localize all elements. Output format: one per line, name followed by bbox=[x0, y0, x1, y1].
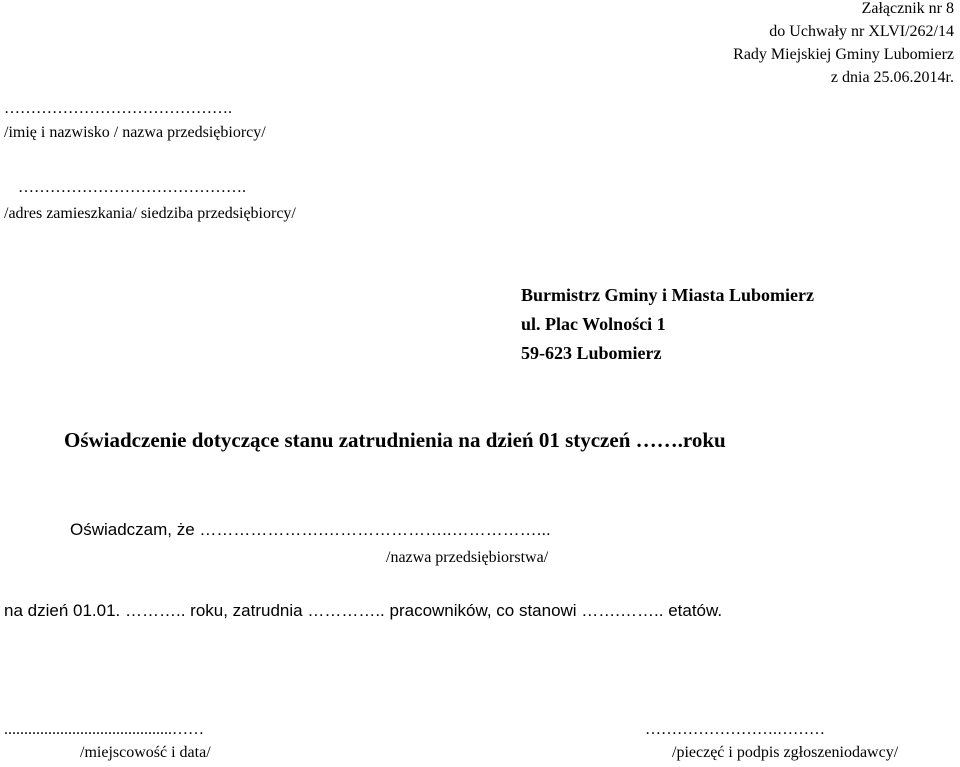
signature-dots: …………………….……… bbox=[645, 721, 825, 738]
address-dots: ……………………………………. bbox=[18, 179, 246, 196]
place-date-dots: ..........................................…… bbox=[4, 721, 204, 738]
name-caption: /imię i nazwisko / nazwa przedsiębiorcy/ bbox=[4, 124, 266, 141]
address-caption: /adres zamieszkania/ siedziba przedsiębiorcy/ bbox=[4, 205, 296, 222]
place-date-caption: /miejscowość i data/ bbox=[80, 744, 211, 761]
document-title: Oświadczenie dotyczące stanu zatrudnienia na dzień 01 styczeń …….roku bbox=[64, 428, 726, 452]
recipient-line-3: 59-623 Lubomierz bbox=[521, 343, 662, 363]
annex-line-2: do Uchwały nr XLVI/262/14 bbox=[769, 23, 954, 40]
annex-line-4: z dnia 25.06.2014r. bbox=[830, 69, 954, 86]
declaration-line-2: na dzień 01.01. ……….. roku, zatrudnia ………….. pracowników, co stanowi …….…….. etatów. bbox=[4, 601, 723, 620]
declaration-line-1: Oświadczam, że ………………….…………………..……………... bbox=[70, 520, 551, 539]
name-dots: ……………………………………. bbox=[4, 100, 232, 117]
signature-caption: /pieczęć i podpis zgłoszeniodawcy/ bbox=[672, 744, 899, 761]
annex-line-1: Załącznik nr 8 bbox=[861, 0, 954, 17]
company-name-caption: /nazwa przedsiębiorstwa/ bbox=[386, 549, 549, 566]
annex-line-3: Rady Miejskiej Gminy Lubomierz bbox=[733, 46, 954, 63]
recipient-line-1: Burmistrz Gminy i Miasta Lubomierz bbox=[521, 285, 814, 305]
recipient-line-2: ul. Plac Wolności 1 bbox=[521, 314, 666, 334]
